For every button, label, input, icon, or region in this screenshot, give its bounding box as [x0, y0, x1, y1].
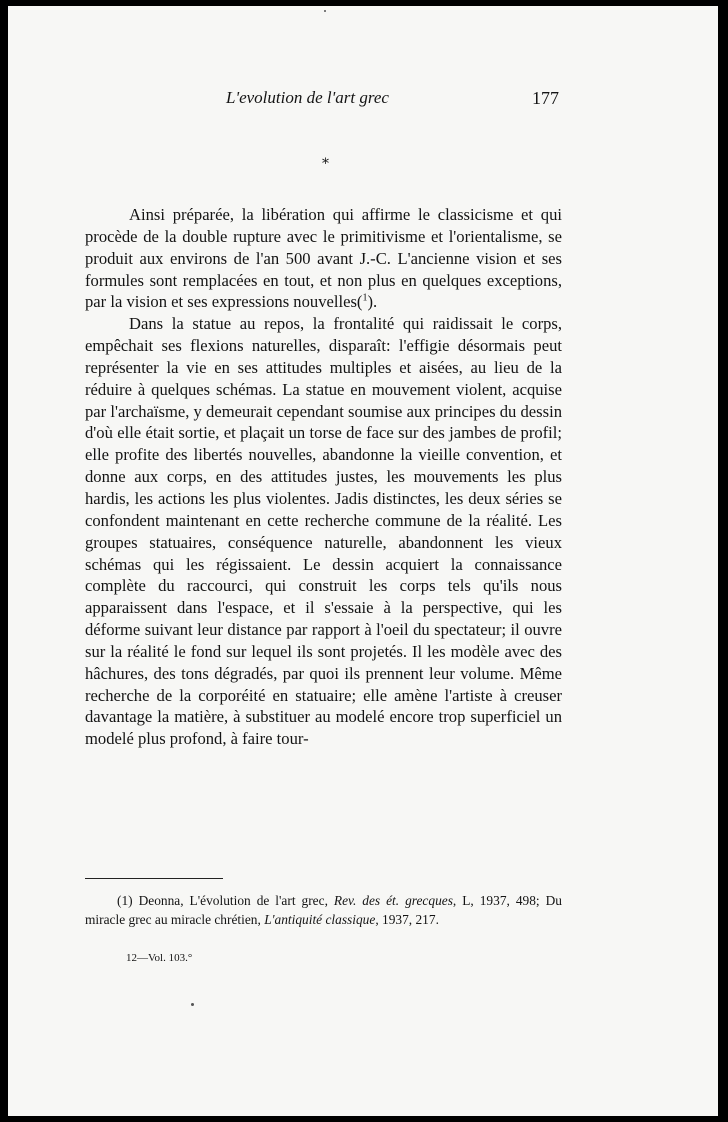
running-header [8, 88, 718, 112]
footnote: (1) Deonna, L'évolution de l'art grec, Rev. des ét. grecques, L, 1937, 498; Du miracle grec au miracle chrétien, L'antiquité classique, 1937, 217. [85, 893, 562, 927]
section-separator: * [322, 156, 329, 172]
journal-title: Rev. des ét. grecques [333, 893, 453, 908]
journal-title: L'antiquité classique [264, 912, 376, 927]
book-page [8, 6, 718, 1116]
footnote-marker: (1) [117, 893, 133, 908]
footnote-divider [85, 878, 223, 879]
page-number: 177 [532, 88, 559, 108]
footnote-reference: ($^1$) [356, 292, 373, 312]
body-text [85, 204, 562, 750]
printer-signature: 12—Vol. 103.° [126, 952, 193, 964]
running-title: L'evolution de l'art grec [226, 88, 389, 107]
paragraph: Dans la statue au repos, la frontalité qui raidissait le corps, empêchait ses flexions naturelles, disparaît: l'effigie désormais peut représenter la vie en ses attitudes multiples et aisées, au lieu de la réduire à quelques schémas. La statue en mouvement violent, acquise par l'archaïsme, y demeurait cependant soumise aux principes du dessin d'où elle était sortie, et plaçait un torse de face sur des jambes de profil; elle profite des libertés nouvelles, abandonne la vieille convention, et donne aux corps, en des attitudes justes, les mouvements les plus hardis, les actions les plus violentes. Jadis distinctes, les deux séries se confondent maintenant en cette recherche commune de la réalité. Les groupes statuaires, conséquence naturelle, abandonnent les vieux schémas qui les régissaient. Le dessin acquiert la connaissance complète du raccourci, qui construit les corps tels qu'ils nous apparaissent dans l'espace, et il s'essaie à la perspective, qui les déforme suivant leur distance par rapport à l'oeil du spectateur; il ouvre sur la réalité le fond sur lequel ils sont projetés. Il les modèle avec des hâchures, des tons dégradés, par quoi ils prennent leur volume. Même recherche de la corporéité en statuaire; elle amène l'artiste à creuser davantage la matière, à substituer au modelé encore trop superficiel un modelé plus profond, à faire tour- [85, 314, 562, 749]
print-speck [324, 10, 326, 12]
paragraph: Ainsi préparée, la libération qui affirme le classicisme et qui procède de la double rupture avec le primitivisme et l'orientalisme, se produit aux environs de l'an 500 avant J.-C. L'ancienne vision et ses formules sont remplacées en tout, et non plus en quelques exceptions, par la vision et ses expressions nouvelles($^1$). [85, 205, 562, 312]
print-speck [191, 1003, 194, 1006]
